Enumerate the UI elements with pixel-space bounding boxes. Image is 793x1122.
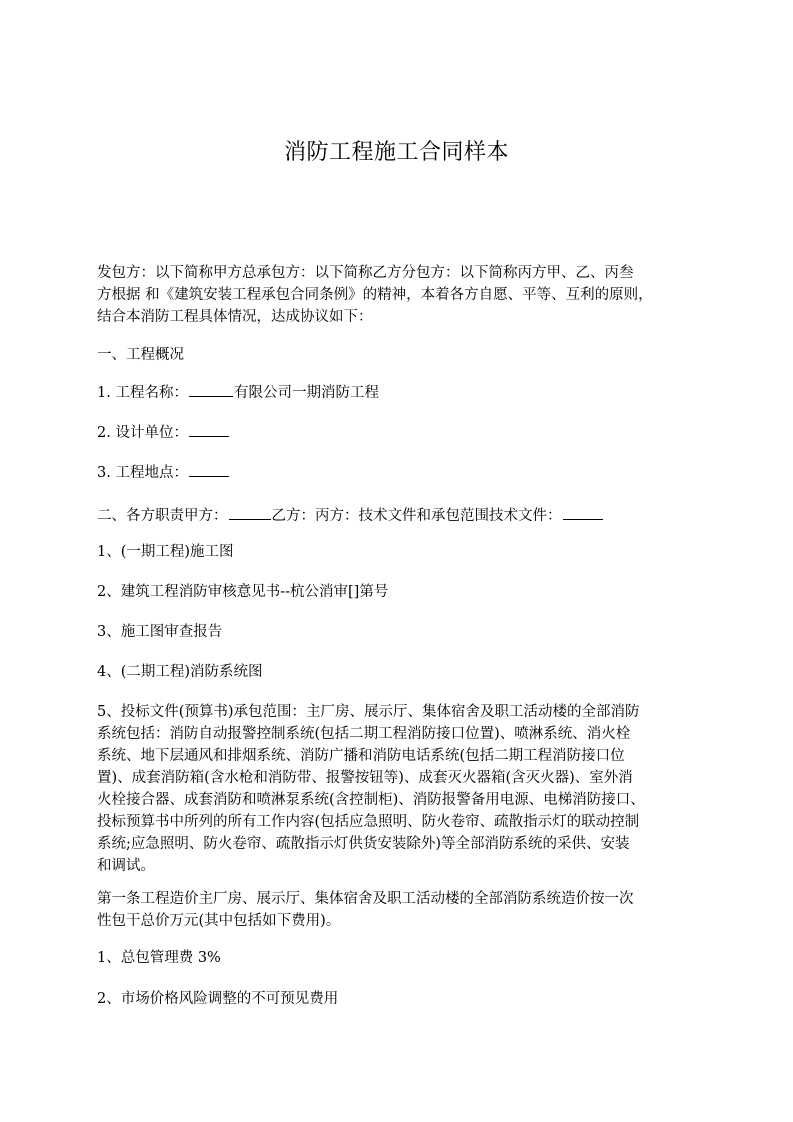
list-item: 2、建筑工程消防审核意见书--杭公消审[]第号 [97,584,389,600]
scope-line: 系统包括：消防自动报警控制系统(包括二期工程消防接口位置)、喷淋系统、消火栓 [97,726,631,742]
article-one-paragraph [97,888,717,932]
duties-label: 二、各方职责甲方： [97,508,228,524]
list-item: 1、(一期工程)施工图 [97,544,234,560]
project-name-field [97,381,717,404]
project-name-label: 1. 工程名称： [97,385,188,401]
scope-line: 系统、地下层通风和排烟系统、消防广播和消防电话系统(包括二期工程消防接口位 [97,748,625,764]
project-name-blank [189,381,233,397]
duties-text: 乙方：丙方：技术文件和承包范围技术文件： [271,508,562,524]
article-one-line: 第一条工程造价主厂房、展示厅、集体宿舍及职工活动楼的全部消防系统造价按一次 [97,891,634,907]
fee-item: 1、总包管理费 3% [97,950,221,966]
party-a-blank [229,504,271,520]
design-unit-label: 2. 设计单位： [97,425,188,441]
document-title: 消防工程施工合同样本 [283,140,509,165]
section-heading-overview: 一、工程概况 [97,347,184,363]
scope-line: 和调试。 [97,858,155,874]
project-location-blank [189,461,229,477]
design-unit-field [97,421,717,444]
intro-line: 方根据 和《建筑安装工程承包合同条例》的精神，本着各方自愿、平等、互利的原则， [97,287,653,303]
fee-item: 2、市场价格风险调整的不可预见费用 [97,991,339,1007]
intro-line: 发包方：以下简称甲方总承包方：以下简称乙方分包方：以下简称丙方甲、乙、丙叁 [97,265,634,281]
design-unit-blank [189,421,229,437]
project-name-value: 有限公司一期消防工程 [233,385,379,401]
list-item: 4、(二期工程)消防系统图 [97,664,263,680]
article-one-line: 性包干总价万元(其中包括如下费用)。 [97,913,341,929]
scope-line: 火栓接合器、成套消防和喷淋泵系统(含控制柜)、消防报警备用电源、电梯消防接口、 [97,792,645,808]
scope-line: 置)、成套消防箱(含水枪和消防带、报警按钮等)、成套灭火器箱(含灭火器)、室外消 [97,770,633,786]
scope-line: 5、投标文件(预算书)承包范围：主厂房、展示厅、集体宿舍及职工活动楼的全部消防 [97,704,640,720]
scope-line: 系统;应急照明、防火卷帘、疏散指示灯供货安装除外)等全部消防系统的采供、安装 [97,836,630,852]
project-location-label: 3. 工程地点： [97,465,188,481]
scope-paragraph [97,701,717,877]
scope-line: 投标预算书中所列的所有工作内容(包括应急照明、防火卷帘、疏散指示灯的联动控制 [97,814,640,830]
project-location-field [97,461,717,484]
list-item: 3、施工图审查报告 [97,624,223,640]
section-heading-duties [97,504,717,527]
intro-paragraph [97,262,717,328]
technical-file-blank [563,504,603,520]
intro-line: 结合本消防工程具体情况，达成协议如下： [97,309,373,325]
